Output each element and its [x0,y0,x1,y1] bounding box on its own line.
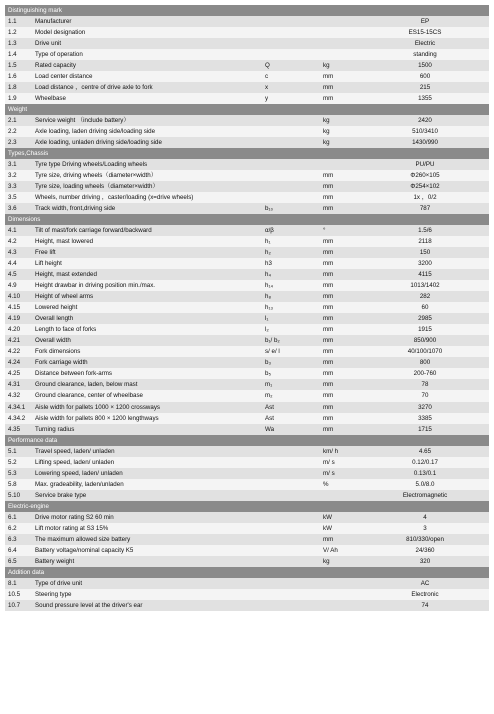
item-description: Drive unit [35,40,62,48]
item-unit: kg [323,117,330,125]
spec-row [5,115,489,126]
spec-row [5,49,489,60]
item-description: Tyre size, loading wheels（diameter×width） [35,183,159,191]
item-symbol: Q [265,62,270,70]
item-unit: m/ s [323,469,335,477]
spec-row [5,424,489,435]
item-number: 3.1 [8,161,17,169]
item-value: 3385 [418,414,432,422]
item-unit: mm [323,282,334,290]
item-symbol: b₅ [265,370,271,378]
spec-row [5,302,489,313]
item-number: 1.9 [8,95,17,103]
item-value: 1.5/6 [418,227,432,235]
item-value: 850/900 [413,337,437,345]
spec-row [5,60,489,71]
item-number: 6.1 [8,513,17,521]
item-unit: mm [323,84,334,92]
item-value: 510/3410 [412,128,438,136]
item-symbol: h₁ [265,238,271,246]
item-number: 4.19 [8,315,21,323]
spec-row [5,247,489,258]
item-value: PU/PU [415,161,435,169]
item-description: Type of operation [35,51,83,59]
item-number: 5.1 [8,447,17,455]
item-description: Sound pressure level at the driver's ear [35,601,143,609]
item-number: 1.2 [8,29,17,37]
item-unit: mm [323,425,334,433]
item-value: 5.0/8.0 [415,480,435,488]
section-header: Electric-engine [5,501,489,512]
item-description: Lifting speed, laden/ unladen [35,458,115,466]
item-description: Distance between fork-arms [35,370,113,378]
spec-sheet [5,5,489,611]
item-symbol: m₂ [265,392,273,400]
item-unit: mm [323,348,334,356]
item-description: Aisle width for pallets 800 × 1200 lengthways [35,414,159,422]
item-value: 215 [419,84,431,92]
item-description: Wheels, number driving ，caster/loading (x=drive wheels) [35,194,194,202]
item-value: 3 [423,524,427,532]
item-description: Overall length [35,315,74,323]
item-value: 1355 [418,95,432,103]
item-value: 787 [419,205,431,213]
item-unit: mm [323,304,334,312]
item-symbol: c [265,73,269,81]
spec-row [5,203,489,214]
spec-row [5,181,489,192]
item-description: Fork carriage width [35,359,88,367]
item-description: Load distance ，centre of drive axle to fork [35,84,153,92]
spec-row [5,556,489,567]
item-unit: kg [323,139,330,147]
item-unit: mm [323,293,334,301]
item-unit: mm [323,183,334,191]
item-description: Height drawbar in driving position min./max. [35,282,156,290]
item-description: Axle loading, laden driving side/loading side [35,128,156,136]
section-header: Addition data [5,567,489,578]
item-symbol: h₁₃ [265,304,274,312]
item-description: Max. gradeability, laden/unladen [35,480,124,488]
item-value: Electromagnetic [402,491,448,499]
spec-row [5,457,489,468]
item-description: Wheelbase [35,95,66,103]
spec-row [5,534,489,545]
item-number: 4.35 [8,425,21,433]
item-symbol: m₁ [265,381,273,389]
item-unit: mm [323,205,334,213]
item-description: Height, mast lowered [35,238,94,246]
item-number: 1.6 [8,73,17,81]
item-description: Overall width [35,337,71,345]
item-unit: mm [323,414,334,422]
item-symbol: l₂ [265,326,269,334]
item-unit: kW [323,524,332,532]
item-description: Rated capacity [35,62,76,70]
item-unit: mm [323,535,334,543]
item-number: 1.8 [8,84,17,92]
item-value: AC [420,579,430,587]
item-unit: kg [323,128,330,136]
item-number: 8.1 [8,579,17,587]
item-description: Tilt of mast/fork carriage forward/backward [35,227,152,235]
item-value: standing [413,51,437,59]
spec-row [5,225,489,236]
item-value: EP [420,18,430,25]
item-value: 810/330/open [406,535,444,543]
item-number: 1.1 [8,18,17,25]
item-number: 5.10 [8,491,21,499]
item-symbol: h₄ [265,271,271,279]
item-description: Aisle width for pallets 1000 × 1200 crossways [35,403,161,411]
spec-row [5,170,489,181]
item-value: 2118 [418,238,432,246]
spec-row [5,357,489,368]
item-symbol: b₁/ b₂ [265,337,280,345]
item-value: 1915 [418,326,432,334]
item-description: Lift motor rating at S3 15% [35,524,109,532]
item-number: 4.34.2 [8,414,26,422]
item-value: 60 [421,304,429,312]
item-value: 40/100/1070 [407,348,443,356]
section-header: Dimensions [5,214,489,225]
item-number: 10.7 [8,601,21,609]
item-symbol: Ast [265,403,274,411]
item-description: Service brake type [35,491,87,499]
item-number: 4.25 [8,370,21,378]
item-value: 2420 [418,117,432,125]
spec-row [5,545,489,556]
item-unit: ° [323,227,326,235]
spec-row [5,137,489,148]
spec-row [5,589,489,600]
item-description: Model designation [35,29,86,37]
item-description: Free lift [35,249,56,257]
item-number: 4.31 [8,381,21,389]
spec-row [5,324,489,335]
item-description: Type of drive unit [35,579,83,587]
item-description: Tyre type Driving wheels/Loading wheels [35,161,148,169]
item-description: Fork dimensions [35,348,81,356]
item-description: Ground clearance, center of wheelbase [35,392,144,400]
spec-row [5,523,489,534]
item-number: 5.8 [8,480,17,488]
item-number: 5.2 [8,458,17,466]
item-unit: V/ Ah [323,546,338,554]
item-unit: km/ h [323,447,339,455]
item-symbol: Ast [265,414,274,422]
item-unit: mm [323,73,334,81]
item-value: 0.13/0.1 [413,469,437,477]
item-unit: kg [323,557,330,565]
item-symbol: x [265,84,269,92]
section-header: Distinguishing mark [5,5,489,16]
item-symbol: h₂ [265,249,271,257]
spec-row [5,16,489,27]
section-header: Types,Chassis [5,148,489,159]
item-symbol: Wa [265,425,275,433]
item-symbol: h3 [265,260,272,268]
item-value: 70 [421,392,429,400]
item-description: Height, mast extended [35,271,97,279]
spec-row [5,390,489,401]
item-number: 6.2 [8,524,17,532]
item-value: Electronic [411,590,439,598]
item-description: Turning radius [35,425,75,433]
section-header: Weight [5,104,489,115]
item-number: 4.24 [8,359,21,367]
item-value: 74 [421,601,429,609]
item-description: Travel speed, laden/ unladen [35,447,115,455]
item-description: Manufacturer [35,18,72,25]
item-unit: mm [323,370,334,378]
item-number: 6.5 [8,557,17,565]
item-number: 3.2 [8,172,17,180]
item-description: Lowering speed, laden/ unladen [35,469,123,477]
spec-row [5,402,489,413]
item-number: 4.32 [8,392,21,400]
item-number: 4.20 [8,326,21,334]
item-value: 320 [419,557,431,565]
item-symbol: b₃ [265,359,271,367]
item-symbol: h₁₄ [265,282,274,290]
item-description: Track width, front,driving side [35,205,116,213]
item-value: 1715 [418,425,432,433]
item-value: 282 [419,293,431,301]
spec-row [5,71,489,82]
item-value: 4 [423,513,427,521]
item-symbol: h₈ [265,293,272,301]
section-header: Performance data [5,435,489,446]
item-number: 4.10 [8,293,21,301]
item-number: 3.6 [8,205,17,213]
item-value: 600 [419,73,431,81]
item-value: Φ254×102 [410,183,440,191]
item-value: 200-760 [413,370,437,378]
item-unit: mm [323,238,334,246]
spec-row [5,291,489,302]
spec-row [5,335,489,346]
spec-row [5,368,489,379]
item-number: 1.3 [8,40,17,48]
spec-row [5,258,489,269]
item-number: 10.5 [8,590,21,598]
item-unit: mm [323,392,334,400]
item-value: 1500 [418,62,432,70]
spec-row [5,600,489,611]
item-symbol: b₁₀ [265,205,274,213]
item-number: 6.3 [8,535,17,543]
item-unit: kg [323,62,330,70]
item-unit: mm [323,337,334,345]
item-description: Length to face of forks [35,326,97,334]
item-symbol: α/β [265,227,274,235]
item-number: 1.4 [8,51,17,59]
spec-row [5,269,489,280]
spec-row [5,126,489,137]
spec-row [5,280,489,291]
item-number: 3.5 [8,194,17,202]
item-number: 4.21 [8,337,21,345]
item-unit: m/ s [323,458,335,466]
item-number: 4.5 [8,271,17,279]
item-number: 4.1 [8,227,17,235]
item-unit: mm [323,95,334,103]
item-number: 5.3 [8,469,17,477]
item-symbol: y [265,95,269,103]
item-number: 2.3 [8,139,17,147]
item-description: Load center distance [35,73,93,81]
spec-row [5,93,489,104]
spec-row [5,313,489,324]
item-number: 4.4 [8,260,17,268]
item-number: 2.1 [8,117,17,125]
item-number: 2.2 [8,128,17,136]
spec-row [5,468,489,479]
item-number: 4.22 [8,348,21,356]
item-description: Service weight （include battery） [35,117,130,125]
item-value: ES15-15CS [408,29,442,37]
item-description: Ground clearance, laden, below mast [35,381,138,389]
item-value: 150 [419,249,431,257]
item-unit: mm [323,326,334,334]
spec-row [5,490,489,501]
spec-row [5,192,489,203]
spec-row [5,479,489,490]
item-description: Drive motor rating S2 60 min [35,513,114,521]
spec-row [5,38,489,49]
item-description: Steering type [35,590,72,598]
item-unit: mm [323,403,334,411]
item-value: Φ260×105 [410,172,440,180]
spec-row [5,346,489,357]
item-description: Axle loading, unladen driving side/loading side [35,139,162,147]
item-value: 0.12/0.17 [412,458,438,466]
item-value: 78 [421,381,429,389]
item-description: Battery voltage/nominal capacity K5 [35,546,134,554]
item-symbol: s/ e/ l [265,348,280,356]
item-value: Electric [414,40,436,48]
item-unit: kW [323,513,332,521]
item-unit: mm [323,315,334,323]
item-value: 2985 [418,315,432,323]
item-number: 4.3 [8,249,17,257]
spec-row [5,159,489,170]
item-number: 6.4 [8,546,17,554]
item-description: Height of wheel arms [35,293,94,301]
item-number: 1.5 [8,62,17,70]
spec-row [5,446,489,457]
item-number: 4.15 [8,304,21,312]
item-unit: mm [323,249,334,257]
spec-row [5,578,489,589]
item-description: The maximum allowed size battery [35,535,131,543]
item-unit: mm [323,359,334,367]
item-value: 24/360 [415,546,435,554]
item-unit: mm [323,271,334,279]
spec-row [5,512,489,523]
item-number: 4.2 [8,238,17,246]
item-unit: mm [323,172,334,180]
item-description: Battery weight [35,557,75,565]
spec-row [5,236,489,247]
item-value: 800 [419,359,431,367]
item-unit: % [323,480,329,488]
item-value: 4115 [418,271,432,279]
item-value: 1430/990 [412,139,438,147]
spec-row [5,379,489,390]
spec-row [5,82,489,93]
item-value: 3270 [418,403,432,411]
spec-row [5,413,489,424]
spec-row [5,27,489,38]
item-unit: mm [323,194,334,202]
item-unit: mm [323,260,334,268]
item-number: 4.34.1 [8,403,26,411]
item-value: 4.65 [418,447,432,455]
item-unit: mm [323,381,334,389]
item-description: Lift height [35,260,62,268]
item-value: 1013/1402 [410,282,440,290]
item-description: Lowered height [35,304,78,312]
item-value: 1x ，0/2 [413,194,437,202]
item-number: 4.9 [8,282,17,290]
item-value: 3200 [418,260,432,268]
item-description: Tyre size, driving wheels（diameter×width） [35,172,157,180]
item-symbol: l₁ [265,315,269,323]
item-number: 3.3 [8,183,17,191]
